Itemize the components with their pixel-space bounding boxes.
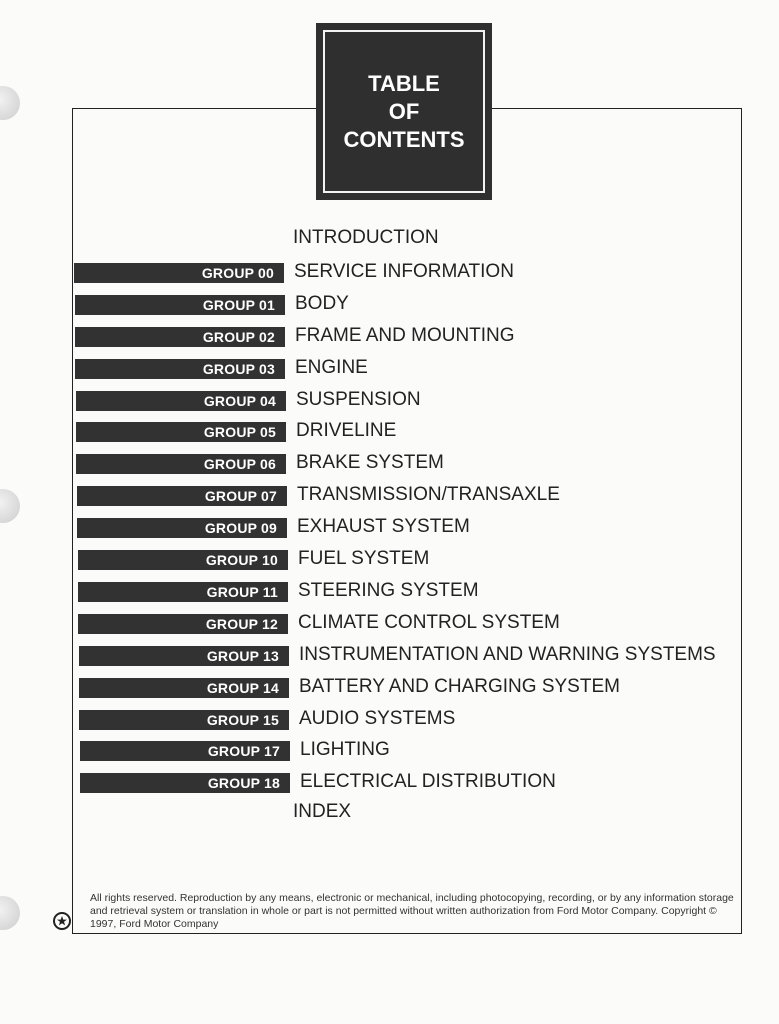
toc-row[interactable]: [77, 518, 757, 538]
group-bar: [75, 327, 285, 347]
group-label: GROUP 18: [207, 775, 280, 791]
binder-hole-top: [0, 86, 20, 120]
title-box: [316, 23, 492, 200]
toc-row[interactable]: [78, 614, 758, 634]
toc-row[interactable]: [77, 486, 757, 506]
group-label: GROUP 10: [205, 552, 278, 568]
group-label: GROUP 13: [206, 648, 279, 664]
toc-row[interactable]: [76, 422, 756, 442]
title-line-1: TABLE: [368, 70, 440, 96]
group-bar: [76, 422, 286, 442]
group-bar: [76, 391, 286, 411]
binder-hole-middle: [0, 489, 20, 523]
section-title: FUEL SYSTEM: [298, 548, 430, 569]
section-title: AUDIO SYSTEMS: [299, 708, 456, 729]
toc-row[interactable]: [78, 550, 758, 570]
title-line-2: OF: [388, 98, 420, 124]
group-label: GROUP 12: [205, 616, 278, 632]
section-title: EXHAUST SYSTEM: [297, 516, 470, 537]
group-bar: [78, 550, 288, 570]
group-label: GROUP 11: [206, 584, 278, 600]
group-bar: [76, 454, 286, 474]
toc-row[interactable]: [74, 263, 754, 283]
toc-row[interactable]: [78, 582, 758, 602]
toc-entry-introduction[interactable]: INTRODUCTION: [293, 227, 439, 248]
group-bar: [75, 295, 285, 315]
toc-row[interactable]: [76, 391, 756, 411]
group-bar: [79, 710, 289, 730]
section-title: TRANSMISSION/TRANSAXLE: [297, 484, 560, 505]
toc-row[interactable]: [75, 359, 755, 379]
group-bar: [80, 773, 290, 793]
group-bar: [77, 518, 287, 538]
section-title: SERVICE INFORMATION: [294, 261, 514, 282]
section-title: FRAME AND MOUNTING: [295, 325, 515, 346]
toc-row[interactable]: [75, 327, 755, 347]
toc-row[interactable]: [79, 710, 759, 730]
group-bar: [80, 741, 290, 761]
group-label: GROUP 02: [202, 329, 275, 345]
section-title: BATTERY AND CHARGING SYSTEM: [299, 676, 620, 697]
group-label: GROUP 14: [206, 680, 279, 696]
toc-row[interactable]: [79, 646, 759, 666]
binder-hole-bottom: [0, 896, 20, 930]
group-bar: [79, 646, 289, 666]
section-title: INSTRUMENTATION AND WARNING SYSTEMS: [299, 644, 716, 665]
toc-row[interactable]: [80, 773, 760, 793]
section-title: SUSPENSION: [296, 389, 421, 410]
group-label: GROUP 04: [203, 393, 276, 409]
group-label: GROUP 00: [201, 265, 274, 281]
section-title: ELECTRICAL DISTRIBUTION: [300, 771, 556, 792]
section-title: STEERING SYSTEM: [298, 580, 479, 601]
section-title: CLIMATE CONTROL SYSTEM: [298, 612, 560, 633]
toc-row[interactable]: [76, 454, 756, 474]
group-bar: [74, 263, 284, 283]
toc-entry-index[interactable]: INDEX: [293, 801, 352, 822]
group-label: GROUP 06: [203, 456, 276, 472]
section-title: BODY: [295, 293, 349, 314]
toc-row[interactable]: [75, 295, 755, 315]
group-label: GROUP 07: [204, 488, 277, 504]
section-title: ENGINE: [295, 357, 368, 378]
copyright-notice: All rights reserved. Reproduction by any means, electronic or mechanical, including photocopying, recording, or by any information storage and retrieval system or translation in whole or part is not permitted without written authorization from Ford Motor Company. Copyright © 1997, Ford Motor Company: [90, 891, 734, 930]
group-label: GROUP 01: [202, 297, 275, 313]
toc-row[interactable]: [79, 678, 759, 698]
group-label: GROUP 15: [206, 712, 279, 728]
group-label: GROUP 03: [202, 361, 275, 377]
group-bar: [79, 678, 289, 698]
section-title: LIGHTING: [300, 739, 390, 760]
section-title: BRAKE SYSTEM: [296, 452, 444, 473]
group-bar: [78, 614, 288, 634]
toc-row[interactable]: [80, 741, 760, 761]
group-label: GROUP 09: [204, 520, 277, 536]
group-label: GROUP 05: [203, 424, 276, 440]
page-title: [323, 30, 485, 193]
group-bar: [78, 582, 288, 602]
ford-emblem-icon: [53, 912, 71, 930]
section-title: DRIVELINE: [296, 420, 397, 441]
group-label: GROUP 17: [207, 743, 280, 759]
group-bar: [77, 486, 287, 506]
title-line-3: CONTENTS: [343, 126, 465, 152]
group-bar: [75, 359, 285, 379]
